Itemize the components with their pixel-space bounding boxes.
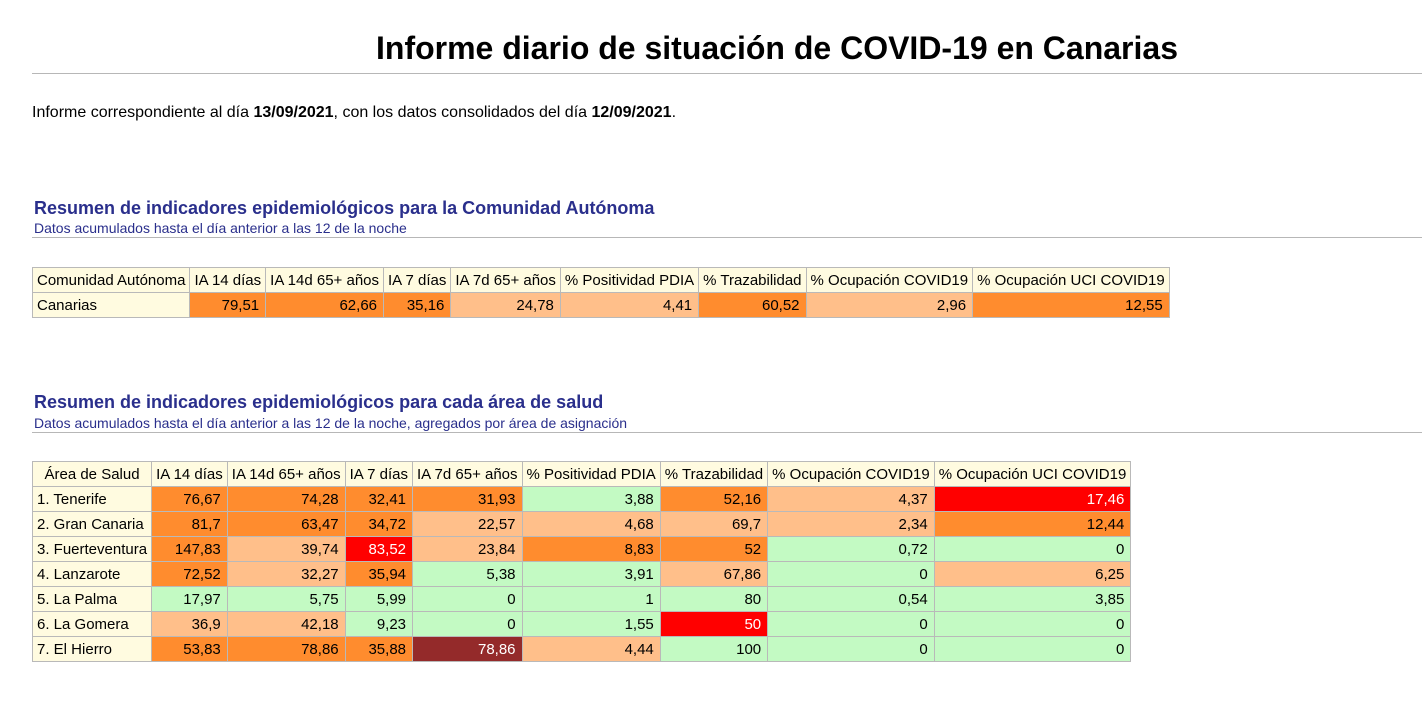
table-header-row bbox=[33, 462, 1131, 487]
table-row bbox=[33, 587, 1131, 612]
table-cell: 6,25 bbox=[934, 562, 1131, 587]
row-label: Canarias bbox=[33, 293, 190, 318]
table-cell: 35,88 bbox=[345, 637, 412, 662]
table-row bbox=[33, 562, 1131, 587]
page-title: Informe diario de situación de COVID-19 en Canarias bbox=[376, 30, 1178, 66]
areas-section-divider bbox=[32, 432, 1422, 433]
table-cell: 4,44 bbox=[522, 637, 660, 662]
table-cell: 5,38 bbox=[413, 562, 523, 587]
table-cell: 60,52 bbox=[699, 293, 806, 318]
table-cell: 4,41 bbox=[560, 293, 698, 318]
table-cell: 3,88 bbox=[522, 487, 660, 512]
table-cell: 23,84 bbox=[413, 537, 523, 562]
table-cell: 31,93 bbox=[413, 487, 523, 512]
ca-section-subheading: Datos acumulados hasta el día anterior a las 12 de la noche bbox=[34, 220, 407, 236]
table-cell: 4,68 bbox=[522, 512, 660, 537]
column-header-area-de-salud: Área de Salud bbox=[33, 462, 152, 487]
row-label: 7. El Hierro bbox=[33, 637, 152, 662]
table-cell: 35,16 bbox=[384, 293, 451, 318]
table-cell: 42,18 bbox=[227, 612, 345, 637]
table-cell: 4,37 bbox=[768, 487, 935, 512]
column-header-ia-7-dias: IA 7 días bbox=[345, 462, 412, 487]
areas-section-subheading: Datos acumulados hasta el día anterior a las 12 de la noche, agregados por área de asignación bbox=[34, 415, 628, 431]
table-cell: 63,47 bbox=[227, 512, 345, 537]
table-row bbox=[33, 637, 1131, 662]
table-row bbox=[33, 293, 1170, 318]
intro-suffix: . bbox=[671, 104, 677, 121]
table-cell: 35,94 bbox=[345, 562, 412, 587]
table-cell: 79,51 bbox=[190, 293, 266, 318]
table-cell: 0 bbox=[934, 537, 1131, 562]
table-cell: 39,74 bbox=[227, 537, 345, 562]
areas-section-heading: Resumen de indicadores epidemiológicos para cada área de salud bbox=[34, 392, 604, 412]
row-label: 4. Lanzarote bbox=[33, 562, 152, 587]
table-cell: 5,99 bbox=[345, 587, 412, 612]
data-date: 12/09/2021 bbox=[591, 104, 672, 121]
table-cell: 147,83 bbox=[152, 537, 228, 562]
title-divider bbox=[32, 73, 1422, 74]
row-label: 3. Fuerteventura bbox=[33, 537, 152, 562]
table-cell: 22,57 bbox=[413, 512, 523, 537]
row-label: 2. Gran Canaria bbox=[33, 512, 152, 537]
areas-indicators-table bbox=[32, 461, 1131, 662]
row-label: 5. La Palma bbox=[33, 587, 152, 612]
table-cell: 80 bbox=[660, 587, 767, 612]
table-row bbox=[33, 537, 1131, 562]
table-row bbox=[33, 512, 1131, 537]
column-header-ia-7d-65-anos: IA 7d 65+ años bbox=[413, 462, 523, 487]
column-header-trazabilidad: % Trazabilidad bbox=[699, 268, 806, 293]
column-header-ia-7-dias: IA 7 días bbox=[384, 268, 451, 293]
column-header-positividad-pdia: % Positividad PDIA bbox=[522, 462, 660, 487]
table-cell: 0 bbox=[413, 612, 523, 637]
table-cell: 3,85 bbox=[934, 587, 1131, 612]
ca-section-divider bbox=[32, 237, 1422, 238]
table-cell: 36,9 bbox=[152, 612, 228, 637]
table-cell: 34,72 bbox=[345, 512, 412, 537]
table-cell: 76,67 bbox=[152, 487, 228, 512]
table-cell: 53,83 bbox=[152, 637, 228, 662]
column-header-ocupacion-uci-covid19: % Ocupación UCI COVID19 bbox=[934, 462, 1131, 487]
table-header-row bbox=[33, 268, 1170, 293]
column-header-comunidad-autonoma: Comunidad Autónoma bbox=[33, 268, 190, 293]
table-row bbox=[33, 487, 1131, 512]
table-cell: 9,23 bbox=[345, 612, 412, 637]
table-cell: 32,41 bbox=[345, 487, 412, 512]
column-header-ia-14d-65-anos: IA 14d 65+ años bbox=[227, 462, 345, 487]
table-cell: 62,66 bbox=[266, 293, 384, 318]
table-cell: 0,54 bbox=[768, 587, 935, 612]
table-cell: 1,55 bbox=[522, 612, 660, 637]
table-cell: 17,97 bbox=[152, 587, 228, 612]
report-intro bbox=[32, 104, 676, 122]
table-cell: 2,34 bbox=[768, 512, 935, 537]
table-cell: 0 bbox=[768, 637, 935, 662]
table-cell: 0 bbox=[934, 612, 1131, 637]
table-cell: 67,86 bbox=[660, 562, 767, 587]
row-label: 1. Tenerife bbox=[33, 487, 152, 512]
table-cell: 78,86 bbox=[413, 637, 523, 662]
table-cell: 50 bbox=[660, 612, 767, 637]
column-header-trazabilidad: % Trazabilidad bbox=[660, 462, 767, 487]
table-cell: 69,7 bbox=[660, 512, 767, 537]
table-cell: 83,52 bbox=[345, 537, 412, 562]
table-cell: 0,72 bbox=[768, 537, 935, 562]
column-header-ia-14-dias: IA 14 días bbox=[152, 462, 228, 487]
column-header-ia-7d-65-anos: IA 7d 65+ años bbox=[451, 268, 561, 293]
table-cell: 0 bbox=[413, 587, 523, 612]
column-header-ocupacion-uci-covid19: % Ocupación UCI COVID19 bbox=[973, 268, 1170, 293]
ca-indicators-table bbox=[32, 267, 1170, 318]
table-cell: 78,86 bbox=[227, 637, 345, 662]
table-cell: 0 bbox=[768, 562, 935, 587]
row-label: 6. La Gomera bbox=[33, 612, 152, 637]
table-cell: 52 bbox=[660, 537, 767, 562]
table-cell: 0 bbox=[934, 637, 1131, 662]
column-header-ia-14d-65-anos: IA 14d 65+ años bbox=[266, 268, 384, 293]
table-cell: 8,83 bbox=[522, 537, 660, 562]
table-cell: 100 bbox=[660, 637, 767, 662]
table-cell: 0 bbox=[768, 612, 935, 637]
table-cell: 17,46 bbox=[934, 487, 1131, 512]
table-cell: 81,7 bbox=[152, 512, 228, 537]
table-cell: 5,75 bbox=[227, 587, 345, 612]
table-cell: 74,28 bbox=[227, 487, 345, 512]
ca-section-heading: Resumen de indicadores epidemiológicos para la Comunidad Autónoma bbox=[34, 198, 655, 218]
table-row bbox=[33, 612, 1131, 637]
report-date: 13/09/2021 bbox=[253, 104, 334, 121]
column-header-positividad-pdia: % Positividad PDIA bbox=[560, 268, 698, 293]
table-cell: 12,44 bbox=[934, 512, 1131, 537]
column-header-ia-14-dias: IA 14 días bbox=[190, 268, 266, 293]
table-cell: 24,78 bbox=[451, 293, 561, 318]
table-cell: 2,96 bbox=[806, 293, 973, 318]
table-cell: 12,55 bbox=[973, 293, 1170, 318]
column-header-ocupacion-covid19: % Ocupación COVID19 bbox=[768, 462, 935, 487]
table-cell: 32,27 bbox=[227, 562, 345, 587]
column-header-ocupacion-covid19: % Ocupación COVID19 bbox=[806, 268, 973, 293]
table-cell: 72,52 bbox=[152, 562, 228, 587]
table-cell: 1 bbox=[522, 587, 660, 612]
intro-middle: , con los datos consolidados del día bbox=[333, 104, 592, 121]
table-cell: 52,16 bbox=[660, 487, 767, 512]
intro-prefix: Informe correspondiente al día bbox=[32, 104, 254, 121]
table-cell: 3,91 bbox=[522, 562, 660, 587]
